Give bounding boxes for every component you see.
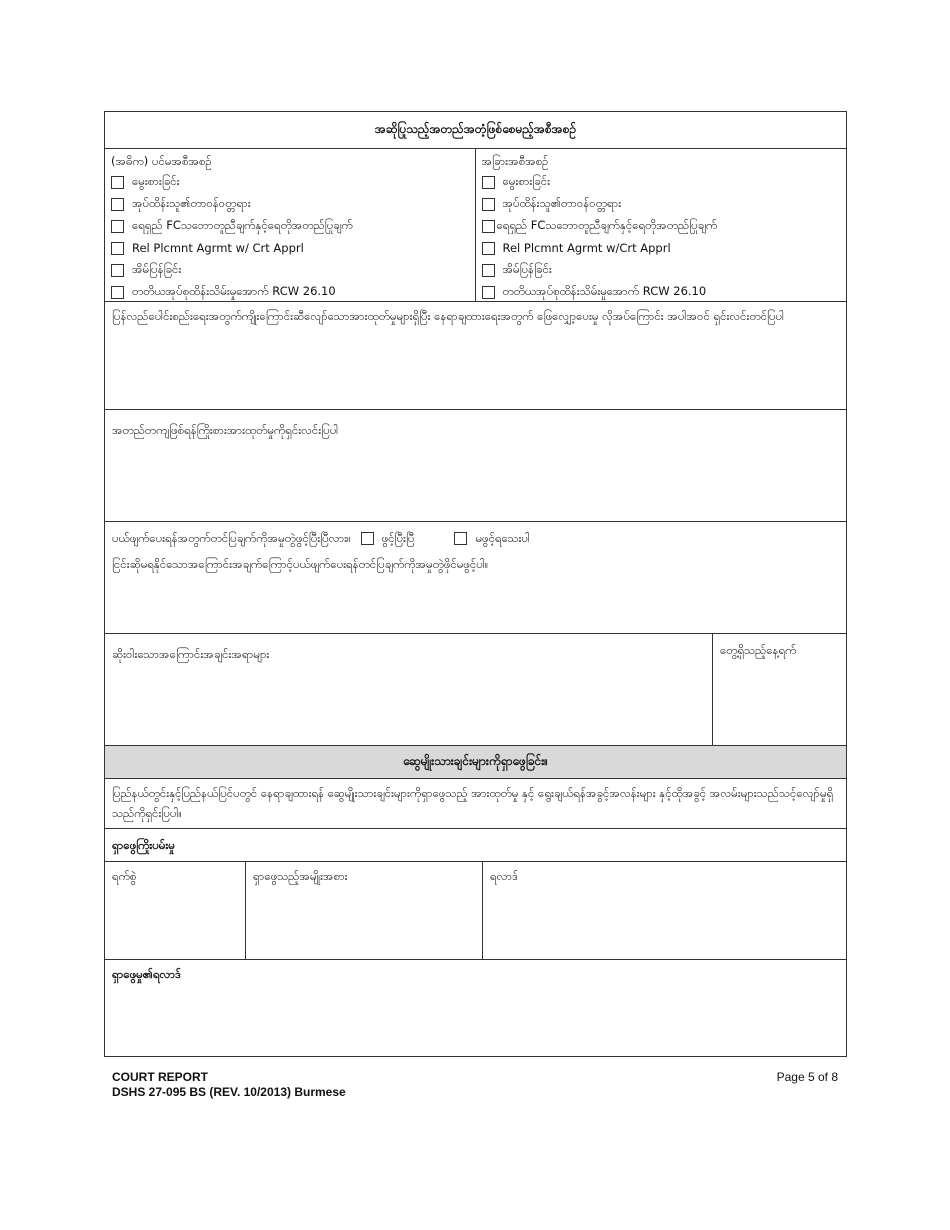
checkbox[interactable] xyxy=(482,286,495,299)
primary-option-return-home[interactable]: အိမ်ပြန်ခြင်း xyxy=(111,259,469,281)
relatives-section-title xyxy=(105,745,846,778)
checkbox[interactable] xyxy=(111,198,124,211)
search-efforts-label: ရှာဖွေကြိုးပမ်းမှု xyxy=(112,838,175,852)
significant-events-label: ဆိုးဝါးသောအကြောင်းအချင်းအရာများ xyxy=(112,647,270,661)
court-report-form xyxy=(104,111,847,1057)
section-title xyxy=(105,112,846,148)
plans-row xyxy=(105,148,846,301)
primary-option-adoption[interactable]: မွေးစားခြင်း xyxy=(111,171,469,193)
alternate-option-long-term-fc[interactable]: ရေရှည် FCသဘောတူညီချက်နှင့်ရေတိုအတည်ပြုချက် xyxy=(482,215,841,237)
search-type-field[interactable] xyxy=(246,862,483,959)
search-results-label: ရှာဖွေမှု၏ရလာဒ် xyxy=(112,967,182,981)
checkbox[interactable] xyxy=(111,286,124,299)
checkbox[interactable] xyxy=(482,242,495,255)
search-results-field[interactable] xyxy=(105,959,846,1056)
primary-option-rel-plcmnt[interactable]: Rel Plcmnt Agrmt w/ Crt Apprl xyxy=(111,237,469,259)
alternate-option-rel-plcmnt[interactable]: Rel Plcmnt Agrmt w/Crt Apprl xyxy=(482,237,841,259)
tpr-yes-checkbox[interactable] xyxy=(361,532,374,545)
permanency-progress-field[interactable] xyxy=(105,409,846,521)
tpr-no-label: မဖွင့်ရသေးပါ xyxy=(475,531,530,545)
footer-form-info xyxy=(112,1070,346,1100)
search-result-field[interactable] xyxy=(483,862,846,959)
tpr-section xyxy=(105,521,846,633)
alternate-option-guardianship[interactable]: အုပ်ထိန်းသူ၏တာဝန်ဝတ္တရား xyxy=(482,193,841,215)
alternate-plan xyxy=(476,149,847,301)
checkbox[interactable] xyxy=(482,176,495,189)
checkbox[interactable] xyxy=(111,176,124,189)
significant-events-field[interactable] xyxy=(105,634,713,745)
relatives-section-title-text: ဆွေမျိုးသားချင်းများကိုရှာဖွေခြင်း။ xyxy=(403,754,548,768)
tpr-question-line xyxy=(112,528,839,548)
primary-plan xyxy=(105,149,476,301)
primary-option-long-term-fc[interactable]: ရေရှည် FCသဘောတူညီချက်နှင့်ရေတိုအတည်ပြုချက် xyxy=(111,215,469,237)
relatives-instructions xyxy=(105,778,846,828)
search-date-field[interactable] xyxy=(105,862,246,959)
search-efforts-table xyxy=(105,861,846,959)
permanency-progress-label: အတည်တကျဖြစ်ရန်ကြိုးစားအားထုတ်မှုကိုရှင်းလင်းပြပါ xyxy=(112,423,339,437)
tpr-reason: ငြင်းဆိုမရနိုင်သောအကြောင်းအချက်ကြောင့်ပယ်ဖျက်ပေးရန်တင်ပြချက်ကိုအမှုတွဲဖိုင်မဖွင့်ပါ။ xyxy=(112,557,489,571)
date-found-field[interactable] xyxy=(713,634,846,745)
tpr-no-checkbox[interactable] xyxy=(454,532,467,545)
search-efforts-heading xyxy=(105,828,846,861)
explain-efforts-label: ပြန်လည်ပေါင်းစည်းရေးအတွက်ကျိုးကြောင်းဆီလျော်သောအားထုတ်မှုများရှိပြီး နေရာချထားရေးအတွက် ဖြေလျှော့ပေးမှု လိုအပ်ကြောင်း အပါအဝင် ရှင်းလင်းတင်ပြပါ xyxy=(112,309,785,323)
footer-form-number: DSHS 27-095 BS (REV. 10/2013) Burmese xyxy=(112,1085,346,1099)
significant-dates-row xyxy=(105,633,846,745)
section-title-text: အဆိုပြုသည့်အတည်အတံ့ဖြစ်စေမည့်အစီအစဉ် xyxy=(374,122,577,136)
date-found-label: တွေ့ရှိသည့်နေ့ရက် xyxy=(720,643,797,657)
relatives-instructions-text: ပြည်နယ်တွင်းနှင့်ပြည်နယ်ပြင်ပတွင် နေရာချထားရန် ဆွေမျိုးသားချင်းများကိုရှာဖွေသည့် အားထုတ်မှု နှင့် ရွေးချယ်ရန်အခွင့်အလန်းများ နှင့်ထိုအခွင့် အလမ်းများသည်သင့်လျော်မှုရှိသည်ကိုရှင်းပြပါ။ xyxy=(112,786,834,820)
primary-plan-heading: (အဓိက) ပင်မအစီအစဉ် xyxy=(111,154,212,168)
tpr-yes-label: ဖွင့်ပြီးပြီ xyxy=(381,531,415,545)
checkbox[interactable] xyxy=(482,220,495,233)
primary-option-third-party[interactable]: တတိယအုပ်စုထိန်းသိမ်းမှုအောက် RCW 26.10 xyxy=(111,281,469,303)
footer-report-name: COURT REPORT xyxy=(112,1070,208,1084)
search-result-header: ရလာဒ် xyxy=(490,869,519,883)
primary-option-guardianship[interactable]: အုပ်ထိန်းသူ၏တာဝန်ဝတ္တရား xyxy=(111,193,469,215)
alternate-option-return-home[interactable]: အိမ်ပြန်ခြင်း xyxy=(482,259,841,281)
checkbox[interactable] xyxy=(111,220,124,233)
footer-page-number: Page 5 of 8 xyxy=(776,1070,838,1084)
search-date-header: ရက်စွဲ xyxy=(112,869,137,883)
alternate-plan-heading: အခြားအစီအစဉ် xyxy=(481,154,549,168)
checkbox[interactable] xyxy=(111,242,124,255)
checkbox[interactable] xyxy=(482,264,495,277)
alternate-option-adoption[interactable]: မွေးစားခြင်း xyxy=(482,171,841,193)
alternate-option-third-party[interactable]: တတိယအုပ်စုထိန်းသိမ်းမှုအောက် RCW 26.10 xyxy=(482,281,841,303)
search-type-header: ရှာဖွေသည့်အမျိုးအစား xyxy=(253,869,348,883)
explain-efforts-field[interactable] xyxy=(105,301,846,409)
tpr-question: ပယ်ဖျက်ပေးရန်အတွက်တင်ပြချက်ကိုအမှုတွဲဖွင့်ပြီးပြီလား။ xyxy=(112,531,351,545)
checkbox[interactable] xyxy=(482,198,495,211)
checkbox[interactable] xyxy=(111,264,124,277)
